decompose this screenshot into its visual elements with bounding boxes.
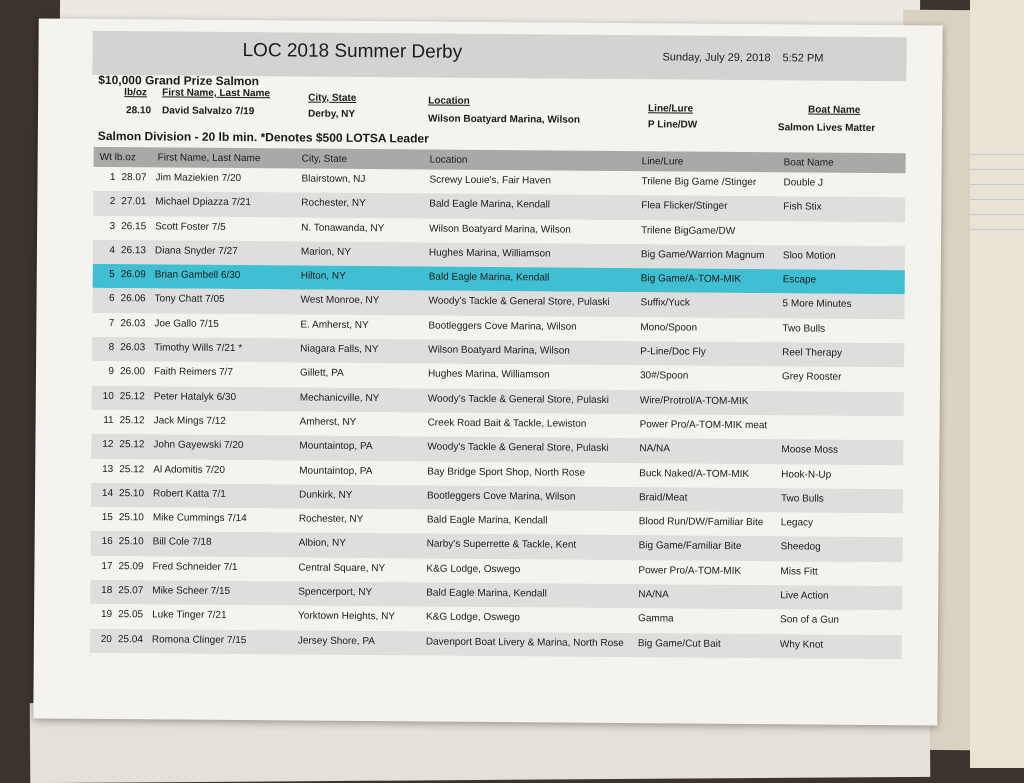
report-date: Sunday, July 29, 2018 <box>662 51 771 65</box>
row-rank: 5 <box>109 269 115 281</box>
row-city-state: Jersey Shore, PA <box>297 635 376 647</box>
gp-boat: Salmon Lives Matter <box>777 122 876 135</box>
row-line-lure: Buck Naked/A-TOM-MIK <box>639 467 750 480</box>
notepad-lines <box>970 140 1024 240</box>
gp-weight: 28.10 <box>125 105 152 117</box>
row-city-state: Blairstown, NJ <box>301 173 366 186</box>
row-location: Bald Eagle Marina, Kendall <box>429 198 550 211</box>
row-weight: 25.10 <box>118 536 144 548</box>
row-line-lure: Mono/Spoon <box>640 321 698 334</box>
row-weight: 25.05 <box>118 609 144 621</box>
row-location: Hughes Marina, Williamson <box>427 368 550 381</box>
row-line-lure: Trilene Big Game /Stinger <box>641 176 757 189</box>
row-location: Bald Eagle Marina, Kendall <box>426 587 547 600</box>
gp-header-line: Line/Lure <box>648 103 694 115</box>
row-city-state: Hilton, NY <box>300 270 346 283</box>
row-line-lure: Suffix/Yuck <box>640 297 690 310</box>
row-rank: 17 <box>101 560 113 572</box>
row-angler-name: Robert Katta 7/1 <box>152 488 226 500</box>
row-angler-name: John Gayewski 7/20 <box>153 439 244 452</box>
col-header-line: Line/Lure <box>641 156 684 168</box>
row-rank: 16 <box>101 536 113 548</box>
row-weight: 25.10 <box>118 487 145 500</box>
row-angler-name: Joe Gallo 7/15 <box>154 318 219 330</box>
row-weight: 26.00 <box>119 366 146 378</box>
row-line-lure: Blood Run/DW/Familiar Bite <box>638 516 764 529</box>
row-city-state: Rochester, NY <box>301 197 366 210</box>
row-boat-name: Sloo Motion <box>782 250 836 262</box>
row-location: Wilson Boatyard Marina, Wilson <box>429 223 571 236</box>
row-city-state: E. Amherst, NY <box>300 319 369 331</box>
row-rank: 9 <box>108 366 115 378</box>
row-angler-name: Romona Clinger 7/15 <box>151 634 247 646</box>
row-city-state: Amherst, NY <box>299 416 357 428</box>
col-header-name: First Name, Last Name <box>157 152 261 165</box>
row-rank: 1 <box>109 172 116 184</box>
gp-location: Wilson Boatyard Marina, Wilson <box>427 113 581 126</box>
row-angler-name: Fred Schneider 7/1 <box>152 561 238 573</box>
row-weight: 25.12 <box>119 390 145 402</box>
report-time: 5:52 PM <box>782 52 824 65</box>
row-location: K&G Lodge, Oswego <box>426 611 521 624</box>
col-header-boat: Boat Name <box>783 157 834 169</box>
row-city-state: Niagara Falls, NY <box>300 343 379 356</box>
row-weight: 25.04 <box>117 633 143 645</box>
row-rank: 8 <box>108 342 115 354</box>
row-line-lure: Big Game/Cut Bait <box>637 637 721 650</box>
row-weight: 25.12 <box>119 463 145 475</box>
row-boat-name: Fish Stix <box>783 201 822 213</box>
row-weight: 26.15 <box>121 220 147 232</box>
table-body <box>90 167 906 659</box>
row-boat-name: Miss Fitt <box>780 566 818 578</box>
row-location: Bald Eagle Marina, Kendall <box>426 514 548 527</box>
row-rank: 15 <box>101 512 113 524</box>
row-location: Hughes Marina, Williamson <box>428 247 551 260</box>
row-rank: 10 <box>102 390 114 402</box>
row-weight: 26.03 <box>120 317 146 330</box>
row-boat-name: Two Bulls <box>782 323 826 335</box>
row-location: Davenport Boat Livery & Marina, North Rose <box>425 636 624 649</box>
row-rank: 19 <box>100 609 113 621</box>
row-boat-name: Hook-N-Up <box>781 468 832 481</box>
row-line-lure: NA/NA <box>638 589 669 601</box>
gp-header-location: Location <box>428 95 470 107</box>
row-rank: 11 <box>103 414 114 427</box>
gp-header-name: First Name, Last Name <box>162 87 271 100</box>
division-title: Salmon Division - 20 lb min. *Denotes $500 LOTSA Leader <box>97 128 429 146</box>
row-location: Woody's Tackle & General Store, Pulaski <box>427 393 609 406</box>
row-location: Bay Bridge Sport Shop, North Rose <box>427 466 586 479</box>
row-angler-name: Jack Mings 7/12 <box>153 415 226 427</box>
row-weight: 25.07 <box>118 585 144 597</box>
row-line-lure: Big Game/A-TOM-MIK <box>640 273 742 286</box>
row-line-lure: 30#/Spoon <box>639 370 689 382</box>
row-angler-name: Al Adomitis 7/20 <box>153 463 225 476</box>
row-city-state: Yorktown Heights, NY <box>298 610 396 623</box>
gp-header-city: City, State <box>308 92 357 104</box>
row-weight: 25.12 <box>119 415 145 427</box>
row-location: Woody's Tackle & General Store, Pulaski <box>427 441 609 455</box>
row-boat-name: Why Knot <box>779 638 824 651</box>
row-location: Woody's Tackle & General Store, Pulaski <box>428 296 610 309</box>
row-city-state: Rochester, NY <box>298 513 364 526</box>
row-boat-name: Sheedog <box>780 541 821 554</box>
row-line-lure: Wire/Protrol/A-TOM-MIK <box>639 394 749 407</box>
row-line-lure: Big Game/Warrion Magnum <box>640 249 765 262</box>
row-location: K&G Lodge, Oswego <box>426 563 521 576</box>
gp-line: P Line/DW <box>647 119 698 131</box>
table-row <box>90 629 902 660</box>
row-boat-name: Two Bulls <box>780 493 824 505</box>
row-city-state: Central Square, NY <box>298 562 386 574</box>
row-rank: 6 <box>108 293 115 305</box>
derby-results-sheet <box>33 18 942 725</box>
grand-prize-title: $10,000 Grand Prize Salmon <box>98 72 260 89</box>
row-location: Wilson Boatyard Marina, Wilson <box>428 344 570 357</box>
row-angler-name: Tony Chatt 7/05 <box>154 293 225 306</box>
row-angler-name: Mike Scheer 7/15 <box>152 585 231 598</box>
row-angler-name: Peter Hatalyk 6/30 <box>153 391 237 403</box>
row-weight: 26.13 <box>120 245 147 257</box>
row-rank: 14 <box>101 487 114 499</box>
row-angler-name: Luke Tinger 7/21 <box>152 609 227 622</box>
row-angler-name: Diana Snyder 7/27 <box>154 245 238 257</box>
row-boat-name: Son of a Gun <box>780 614 840 627</box>
row-angler-name: Mike Cummings 7/14 <box>152 512 247 525</box>
row-boat-name: Escape <box>782 274 817 286</box>
background-notepad <box>970 0 1024 768</box>
row-city-state: Mountaintop, PA <box>299 465 373 477</box>
gp-header-wt: lb/oz <box>124 87 148 99</box>
row-location: Bootleggers Cove Marina, Wilson <box>426 490 576 503</box>
row-line-lure: P-Line/Doc Fly <box>640 346 706 358</box>
row-line-lure: Gamma <box>638 613 674 625</box>
row-rank: 18 <box>101 585 113 597</box>
gp-name: David Salvalzo 7/19 <box>161 105 255 118</box>
row-angler-name: Timothy Wills 7/21 * <box>154 342 243 355</box>
standings-table <box>90 147 906 659</box>
row-city-state: West Monroe, NY <box>300 295 380 307</box>
row-line-lure: NA/NA <box>639 443 671 455</box>
row-line-lure: Trilene BigGame/DW <box>641 224 736 237</box>
row-rank: 12 <box>102 439 114 451</box>
row-boat-name: Reel Therapy <box>782 347 843 359</box>
col-header-wt: Wt lb.oz <box>99 151 136 164</box>
row-angler-name: Jim Maziekien 7/20 <box>155 172 242 185</box>
row-angler-name: Faith Reimers 7/7 <box>153 366 233 379</box>
row-location: Creek Road Bait & Tackle, Lewiston <box>427 417 587 430</box>
row-boat-name: Moose Moss <box>781 444 839 457</box>
row-line-lure: Flea Flicker/Stinger <box>641 200 728 213</box>
col-header-city: City, State <box>301 153 348 165</box>
row-location: Screwy Louie's, Fair Haven <box>429 174 551 187</box>
row-rank: 2 <box>109 196 116 208</box>
row-location: Bald Eagle Marina, Kendall <box>428 271 550 284</box>
row-angler-name: Scott Foster 7/5 <box>155 220 226 233</box>
gp-city: Derby, NY <box>307 108 356 120</box>
gp-header-boat: Boat Name <box>808 104 861 116</box>
row-city-state: Dunkirk, NY <box>298 489 353 501</box>
row-angler-name: Michael Dpiazza 7/21 <box>155 196 251 209</box>
row-rank: 3 <box>109 220 116 232</box>
row-city-state: Mountaintop, PA <box>299 440 373 453</box>
row-boat-name: 5 More Minutes <box>782 298 852 311</box>
row-weight: 25.10 <box>118 512 144 524</box>
row-weight: 26.06 <box>120 293 146 305</box>
row-location: Bootleggers Cove Marina, Wilson <box>428 320 577 333</box>
row-weight: 28.07 <box>121 172 147 184</box>
row-weight: 26.09 <box>120 269 146 281</box>
row-weight: 25.09 <box>118 560 144 573</box>
row-rank: 4 <box>109 244 115 256</box>
row-line-lure: Big Game/Familiar Bite <box>638 540 742 553</box>
row-city-state: Spencerport, NY <box>298 586 373 599</box>
row-boat-name: Live Action <box>780 590 829 602</box>
row-rank: 13 <box>102 463 114 475</box>
derby-title: LOC 2018 Summer Derby <box>242 40 463 63</box>
row-boat-name: Double J <box>783 177 824 189</box>
col-header-location: Location <box>429 154 468 166</box>
row-weight: 27.01 <box>121 196 147 208</box>
row-angler-name: Bill Cole 7/18 <box>152 536 212 549</box>
row-boat-name: Legacy <box>780 517 814 529</box>
row-weight: 25.12 <box>119 439 145 451</box>
row-line-lure: Power Pro/A-TOM-MIK meat <box>639 419 768 432</box>
row-angler-name: Brian Gambell 6/30 <box>154 269 241 282</box>
row-city-state: Gillett, PA <box>299 367 344 380</box>
row-rank: 7 <box>108 317 115 329</box>
row-city-state: N. Tonawanda, NY <box>301 222 385 234</box>
row-city-state: Mechanicville, NY <box>299 392 380 404</box>
row-line-lure: Braid/Meat <box>638 492 688 504</box>
row-weight: 26.03 <box>120 342 146 354</box>
row-line-lure: Power Pro/A-TOM-MIK <box>638 564 742 577</box>
row-location: Narby's Superrette & Tackle, Kent <box>426 538 577 552</box>
row-city-state: Albion, NY <box>298 537 346 550</box>
row-city-state: Marion, NY <box>300 246 351 258</box>
row-rank: 20 <box>100 633 112 645</box>
row-boat-name: Grey Rooster <box>781 371 842 384</box>
